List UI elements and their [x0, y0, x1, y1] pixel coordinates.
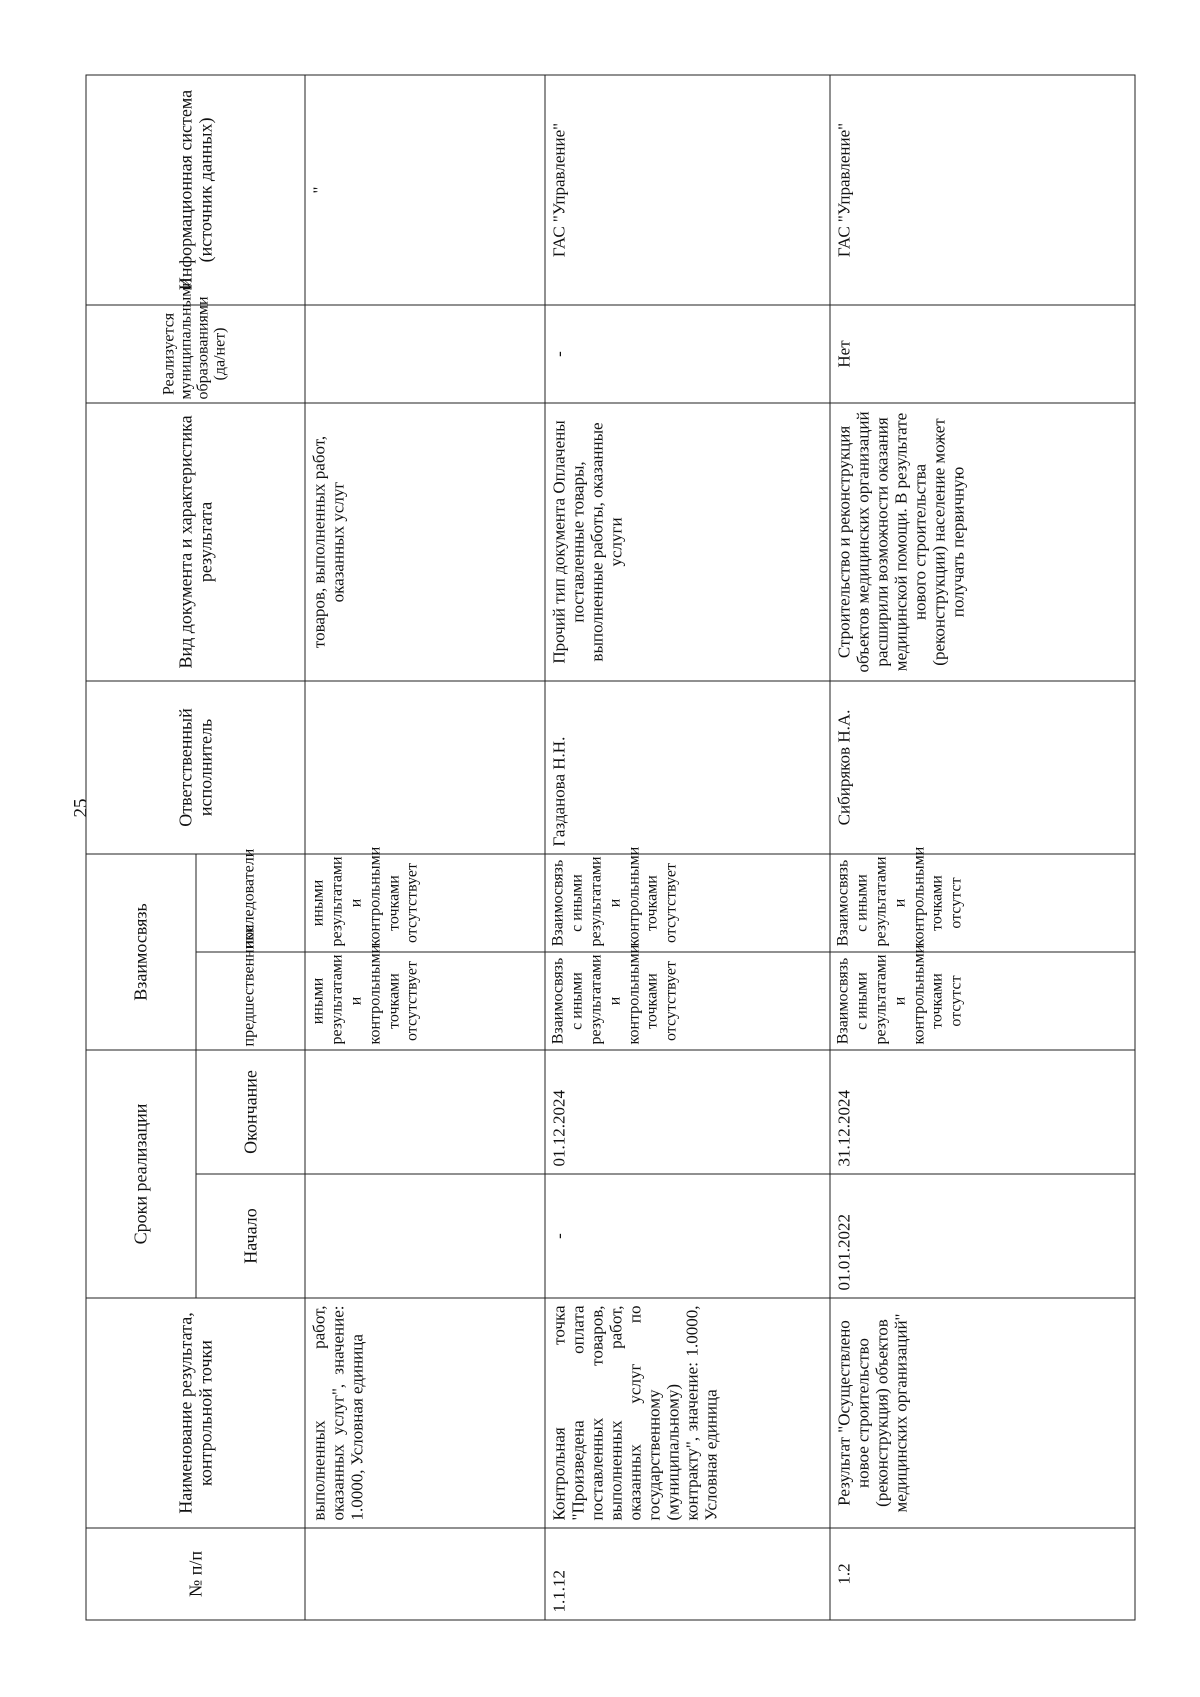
header-name: Наименование результата, контрольной точки — [86, 1298, 305, 1528]
header-num: № п/п — [86, 1528, 305, 1620]
header-pred: предшественники — [195, 952, 305, 1050]
table-row — [830, 75, 1135, 1620]
cell-num: 1.2 — [830, 1528, 1135, 1620]
cell-responsible: Газданова Н.Н. — [545, 681, 830, 854]
header-municipal: Реализуется муниципальными образованиями (да/нет) — [86, 305, 305, 403]
header-terms: Сроки реализации — [86, 1050, 196, 1298]
cell-end: 01.12.2024 — [545, 1050, 830, 1174]
cell-system: ГАС "Управление" — [830, 75, 1135, 305]
header-start: Начало — [195, 1174, 305, 1298]
cell-name: Контрольная точка "Произведена оплата поставленных товаров, выполненных работ, оказанных услуг по государственному (муниципальному) контракту", значение: 1.0000, Условная единица — [545, 1298, 830, 1528]
cell-num — [305, 1528, 545, 1620]
cell-pred: Взаимосвязь с иными результатами и контрольными точками отсутствует — [545, 952, 830, 1050]
cell-responsible — [305, 681, 545, 854]
cell-municipal: - — [545, 305, 830, 403]
cell-succ: иными результатами и контрольными точками отсутствует — [305, 854, 545, 952]
cell-system: ГАС "Управление" — [545, 75, 830, 305]
header-doc: Вид документа и характеристика результата — [86, 403, 305, 681]
header-row-1 — [86, 75, 196, 1620]
cell-start: - — [545, 1174, 830, 1298]
cell-start: 01.01.2022 — [830, 1174, 1135, 1298]
page-number: 25 — [70, 798, 92, 818]
cell-doc: товаров, выполненных работ, оказанных услуг — [305, 403, 545, 681]
table-rotated-wrapper — [85, 76, 1135, 1621]
table-row — [545, 75, 830, 1620]
cell-system: " — [305, 75, 545, 305]
cell-succ: Взаимосвязь с иными результатами и контрольными точками отсутст — [830, 854, 1135, 952]
cell-end — [305, 1050, 545, 1174]
cell-municipal — [305, 305, 545, 403]
header-end: Окончание — [195, 1050, 305, 1174]
cell-name: выполненных работ, оказанных услуг", значение: 1.0000, Условная единица — [305, 1298, 545, 1528]
cell-num: 1.1.12 — [545, 1528, 830, 1620]
header-responsible: Ответственный исполнитель — [86, 681, 305, 854]
header-succ: последователи — [195, 854, 305, 952]
cell-start — [305, 1174, 545, 1298]
results-table — [85, 74, 1135, 1620]
cell-doc: Прочий тип документа Оплачены поставленные товары, выполненные работы, оказанные услуги — [545, 403, 830, 681]
cell-pred: иными результатами и контрольными точками отсутствует — [305, 952, 545, 1050]
cell-end: 31.12.2024 — [830, 1050, 1135, 1174]
cell-succ: Взаимосвязь с иными результатами и контрольными точками отсутствует — [545, 854, 830, 952]
cell-pred: Взаимосвязь с иными результатами и контрольными точками отсутст — [830, 952, 1135, 1050]
cell-municipal: Нет — [830, 305, 1135, 403]
cell-responsible: Сибиряков Н.А. — [830, 681, 1135, 854]
table-row — [305, 75, 545, 1620]
cell-doc: Строительство и реконструкция объектов медицинских организаций расширили возможности оказания медицинской помощи. В результате нового строительства (реконструкции) население может получать первичную — [830, 403, 1135, 681]
cell-name: Результат "Осуществлено новое строительство (реконструкция) объектов медицинских организаций" — [830, 1298, 1135, 1528]
header-relation: Взаимосвязь — [86, 854, 196, 1050]
header-system: Информационная система (источник данных) — [86, 75, 305, 305]
